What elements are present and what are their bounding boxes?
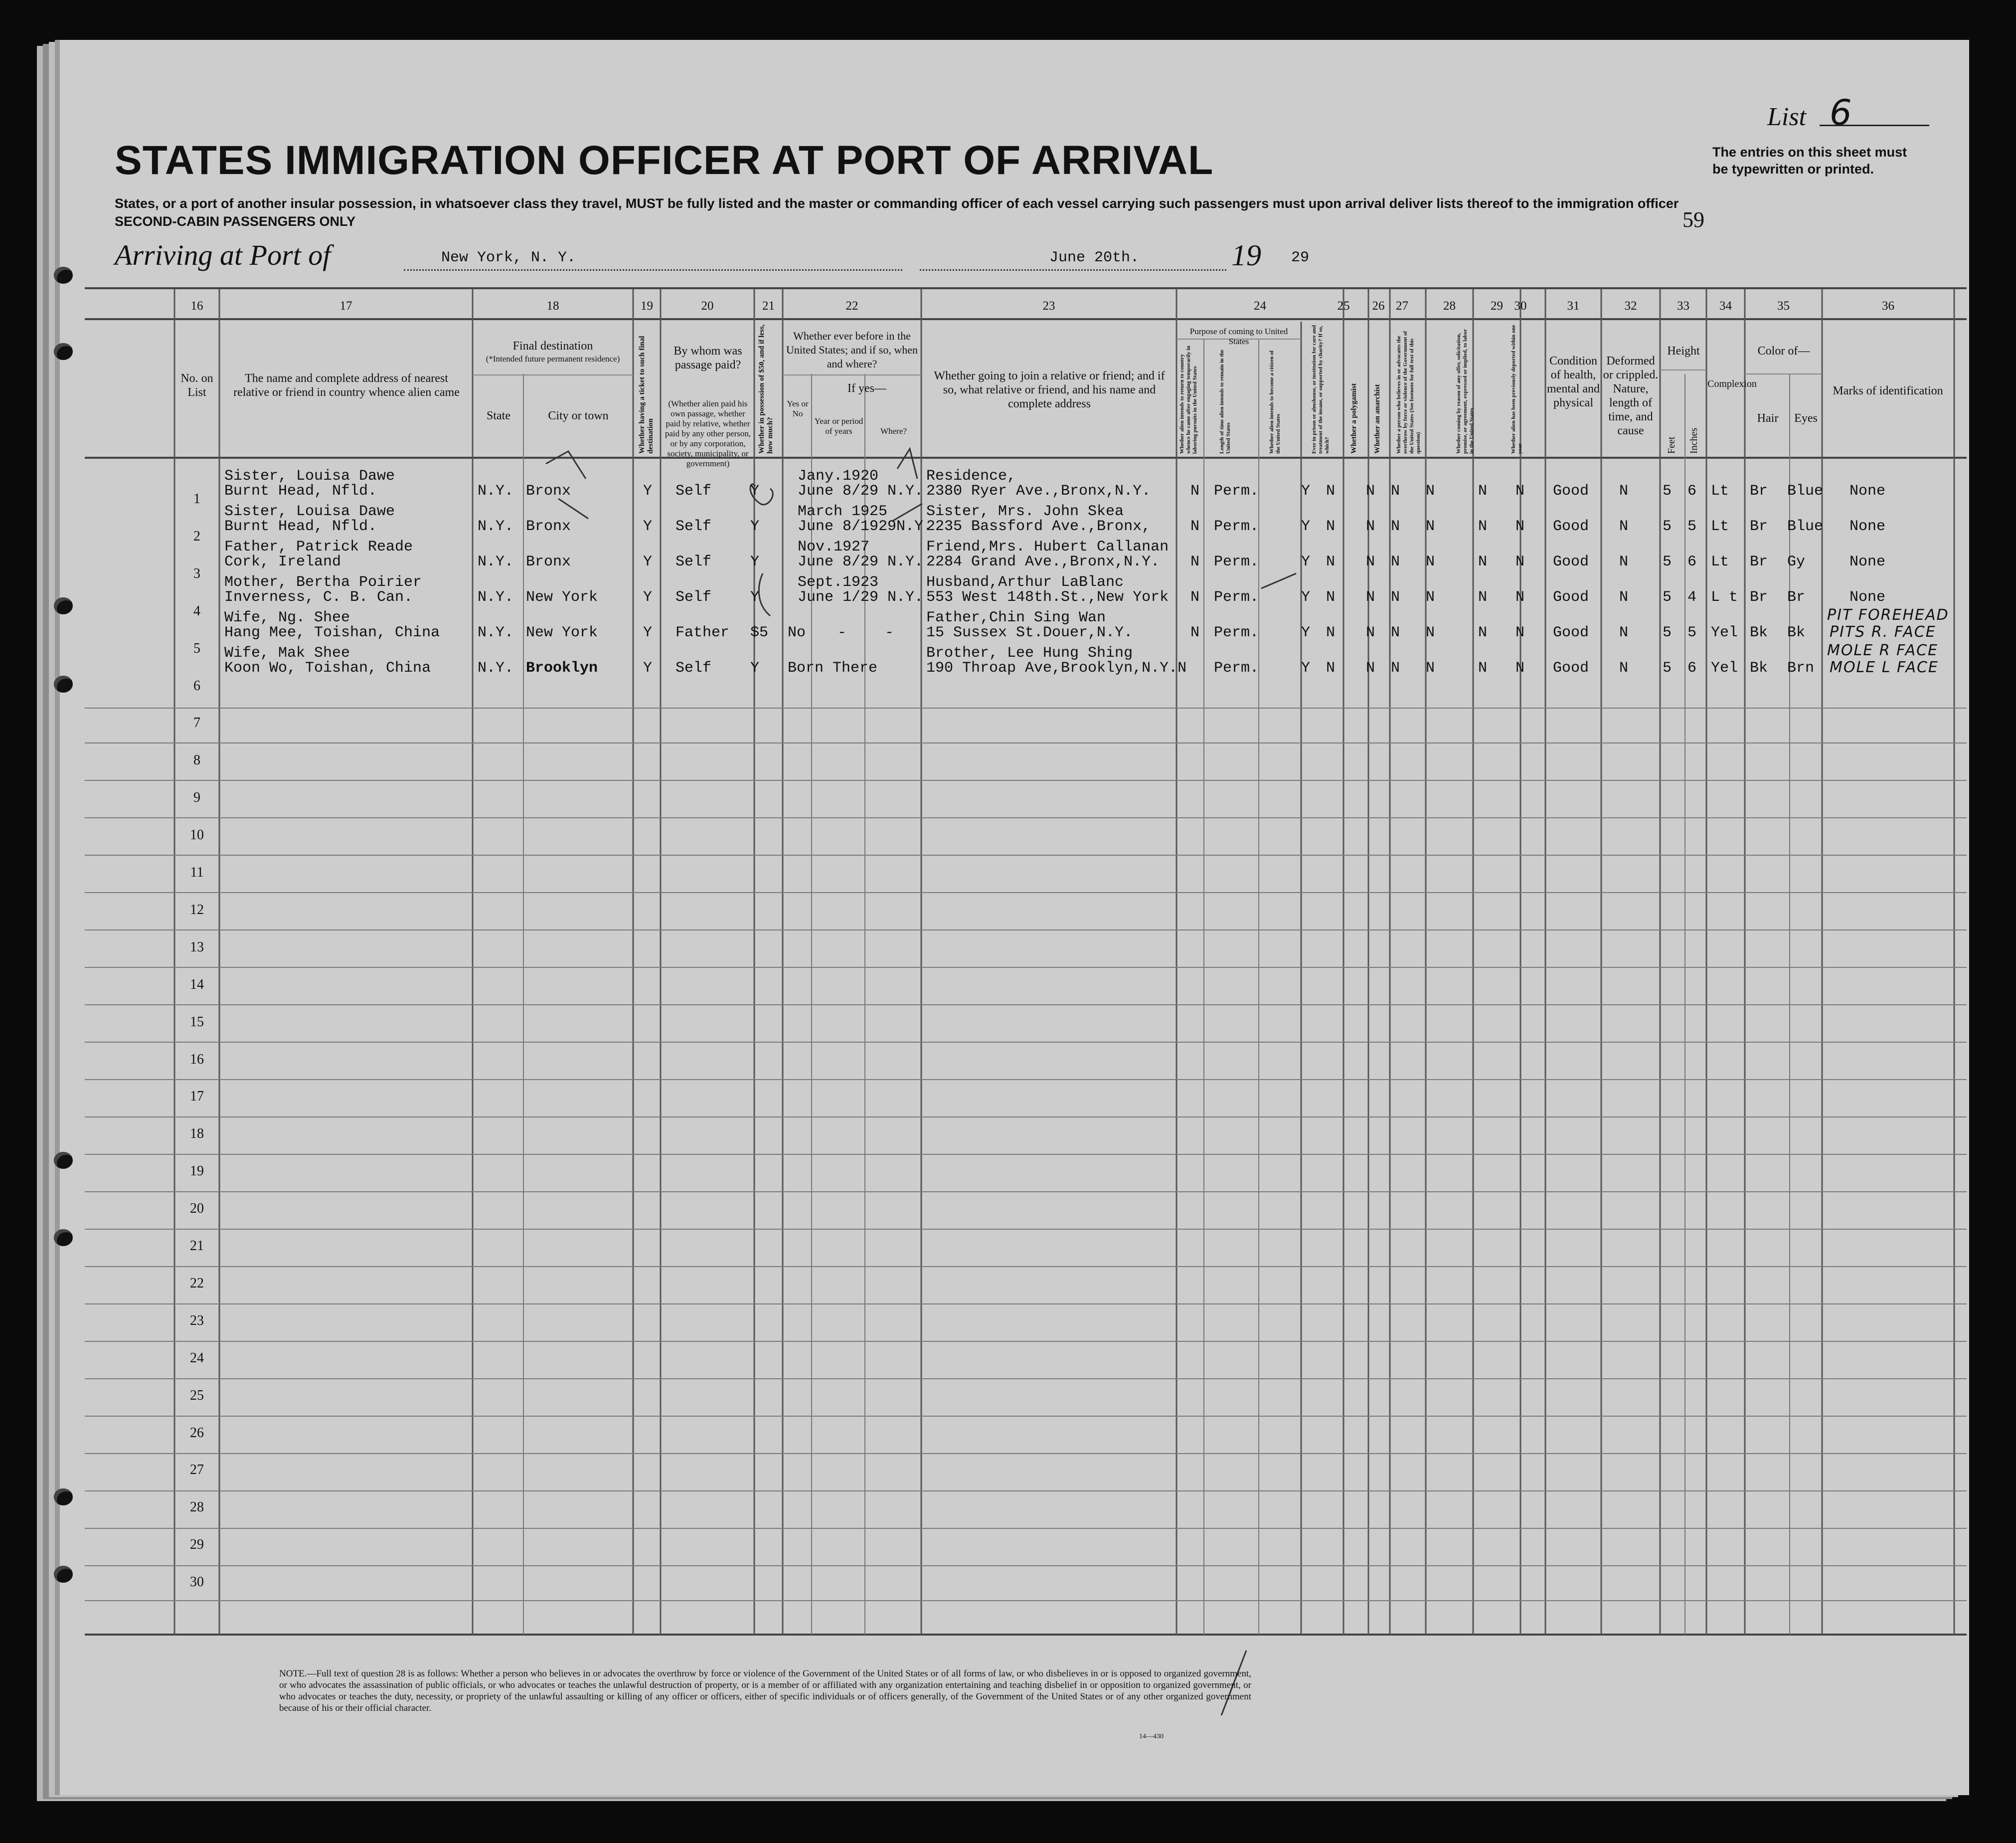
- identification-marks: None: [1849, 589, 1886, 606]
- polygamist-value: N: [1366, 660, 1375, 677]
- row-number: 21: [190, 1238, 204, 1254]
- prison-value: N: [1326, 553, 1336, 570]
- col-number: 26: [1372, 299, 1385, 313]
- complexion-value: Lt: [1711, 553, 1729, 570]
- col-sub-feet: Feet: [1666, 436, 1677, 454]
- row-number: 28: [190, 1499, 204, 1515]
- destination-state: N.Y.: [478, 624, 514, 641]
- col-sub-city: City or town: [548, 409, 609, 422]
- identification-mark: MOLE R FACE: [1827, 642, 1939, 659]
- ticket-value: Y: [643, 624, 653, 641]
- before-period-where: June 1/29 N.Y.: [798, 589, 924, 606]
- relative-address: Cork, Ireland: [224, 553, 341, 570]
- col-number: 30: [1514, 299, 1527, 313]
- length-of-stay: Perm.: [1214, 553, 1259, 570]
- col-number: 29: [1491, 299, 1503, 313]
- footnote: NOTE.—Full text of question 28 is as follows: Whether a person who believes in or advocates the overthrow by force or violence of the Government of the United States or of all forms of law, or who disbelieves in or is opposed to organized government, or who advocates the assassination of public officials, or who advocates or teaches the unlawful destruction of property, or is a member of or affiliated with any organization entertaining and teaching disbelief in or opposition to organized government, or who advocates or teaches the duty, necessity, or propriety of the unlawful assaulting or killing of any officer or officers, either of specific individuals or of officers generally, of the Government of the United States or of any other organized government because of his or their official character.: [279, 1668, 1251, 1713]
- col-header-polygamist: Whether a polygamist: [1350, 383, 1358, 454]
- eye-color: Br: [1787, 589, 1806, 606]
- year-suffix: 29: [1291, 249, 1310, 266]
- col-header-marks: Marks of identification: [1833, 384, 1943, 397]
- col-number: 21: [762, 299, 775, 313]
- relative-name: Sister, Louisa Dawe: [224, 468, 395, 485]
- prison-value: N: [1326, 518, 1336, 535]
- identification-mark: PITS R. FACE: [1830, 623, 1936, 641]
- height-inches: 6: [1687, 660, 1697, 677]
- joining-relative: Father,Chin Sing Wan: [926, 609, 1106, 626]
- destination-city: New York: [526, 589, 598, 606]
- paid-by-value: Self: [675, 483, 712, 500]
- row-number: 16: [190, 1051, 204, 1067]
- before-period: -: [838, 624, 847, 641]
- eye-color: Blue: [1787, 483, 1824, 500]
- col-sub-state: State: [487, 409, 510, 422]
- col-header-prison: Ever in prison or almshouse, or institution for care and treatment of the insane, or supported by charity? If so, which?: [1311, 325, 1330, 454]
- ticket-value: Y: [643, 518, 653, 535]
- height-inches: 4: [1687, 589, 1697, 606]
- height-inches: 5: [1687, 624, 1697, 641]
- identification-marks: None: [1849, 483, 1886, 500]
- deported-value: N: [1515, 518, 1525, 535]
- deported-value: N: [1515, 624, 1525, 641]
- money-value: Y: [750, 553, 760, 570]
- destination-state: N.Y.: [478, 589, 514, 606]
- col-header-before: Whether ever before in the United States; and if so, when and where?: [786, 330, 918, 370]
- height-inches: 6: [1687, 553, 1697, 570]
- joining-address: 15 Sussex St.Douer,N.Y.: [926, 624, 1133, 641]
- year-prefix: 19: [1231, 239, 1261, 272]
- length-of-stay: Perm.: [1214, 483, 1259, 500]
- offer-value: N: [1478, 553, 1488, 570]
- deformed-value: N: [1619, 624, 1629, 641]
- hair-color: Br: [1750, 589, 1768, 606]
- relative-address: Burnt Head, Nfld.: [224, 518, 377, 535]
- col-header-purpose: Purpose of coming to United States: [1189, 327, 1288, 346]
- relative-name: Wife, Ng. Shee: [224, 609, 350, 626]
- height-feet: 5: [1663, 518, 1672, 535]
- citizen-value: Y: [1301, 483, 1311, 500]
- before-yes-value: No: [788, 624, 806, 641]
- row-number: 7: [193, 715, 200, 731]
- height-feet: 5: [1663, 483, 1672, 500]
- row-number: 20: [190, 1201, 204, 1217]
- col-sub-yes-no: Yes or No: [787, 399, 809, 418]
- citizen-value: Y: [1301, 624, 1311, 641]
- paid-by-value: Self: [675, 660, 712, 677]
- eye-color: Blue: [1787, 518, 1824, 535]
- identification-marks: None: [1849, 553, 1886, 570]
- citizen-value: Y: [1301, 660, 1311, 677]
- relative-name: Wife, Mak Shee: [224, 645, 350, 662]
- joining-relative: Friend,Mrs. Hubert Callanan: [926, 539, 1169, 555]
- identification-mark: PIT FOREHEAD: [1827, 606, 1949, 624]
- col-header-relative: The name and complete address of nearest relative or friend in country whence alien came: [233, 372, 460, 399]
- col-header-money: Whether in possession of $50, and if less, how much?: [758, 324, 774, 454]
- health-value: Good: [1553, 553, 1589, 570]
- complexion-value: Lt: [1711, 518, 1729, 535]
- joining-address: 2284 Grand Ave.,Bronx,N.Y.: [926, 553, 1160, 570]
- col-header-no: No. on List: [180, 372, 213, 399]
- before-period: March 1925: [798, 503, 888, 520]
- col-number: 27: [1396, 299, 1408, 313]
- citizen-value: Y: [1301, 553, 1311, 570]
- paid-by-value: Self: [675, 589, 712, 606]
- page-title: STATES IMMIGRATION OFFICER AT PORT OF ARRIVAL: [115, 138, 1214, 183]
- destination-state: N.Y.: [478, 553, 514, 570]
- col-note-destination: (*Intended future permanent residence): [486, 354, 620, 364]
- col-number: 16: [190, 299, 203, 313]
- length-of-stay: Perm.: [1214, 589, 1259, 606]
- length-of-stay: Perm.: [1214, 660, 1259, 677]
- col-number: 32: [1624, 299, 1637, 313]
- instruction-line: The entries on this sheet must: [1712, 145, 1907, 160]
- col-sub-length: Length of time alien intends to remain in the United States: [1219, 350, 1231, 454]
- row-number: 15: [190, 1014, 204, 1030]
- destination-state: N.Y.: [478, 483, 514, 500]
- anarchist-value: N: [1391, 589, 1400, 606]
- row-number: 4: [193, 603, 200, 619]
- return-value: N: [1190, 518, 1200, 535]
- relative-name: Sister, Louisa Dawe: [224, 503, 395, 520]
- instruction-line: be typewritten or printed.: [1712, 162, 1874, 177]
- col-header-joining: Whether going to join a relative or friend; and if so, what relative or friend, and his name and complete address: [934, 369, 1165, 410]
- polygamist-value: N: [1366, 624, 1375, 641]
- row-number: 9: [193, 790, 200, 806]
- form-number: 14—430: [1139, 1733, 1164, 1740]
- hair-color: Bk: [1750, 624, 1768, 641]
- citizen-value: Y: [1301, 589, 1311, 606]
- health-value: Good: [1553, 589, 1589, 606]
- joining-address: 553 West 148th.St.,New York: [926, 589, 1169, 606]
- hair-color: Br: [1750, 518, 1768, 535]
- row-number: 17: [190, 1089, 204, 1105]
- col-number: 23: [1042, 299, 1055, 313]
- overthrow-value: N: [1426, 483, 1435, 500]
- row-number: 2: [193, 528, 200, 544]
- joining-relative: Sister, Mrs. John Skea: [926, 503, 1124, 520]
- col-sub-if-yes: If yes—: [847, 382, 886, 395]
- destination-city: Bronx: [526, 518, 571, 535]
- col-number: 18: [546, 299, 559, 313]
- money-value: Y: [750, 660, 760, 677]
- deported-value: N: [1515, 660, 1525, 677]
- port-field: New York, N. Y.: [441, 249, 576, 266]
- before-period-where: June 8/1929N.Y.: [798, 518, 933, 535]
- deformed-value: N: [1619, 589, 1629, 606]
- list-label: List: [1767, 103, 1807, 131]
- overthrow-value: N: [1426, 624, 1435, 641]
- anarchist-value: N: [1391, 624, 1400, 641]
- paid-by-value: Self: [675, 553, 712, 570]
- health-value: Good: [1553, 660, 1589, 677]
- joining-relative: Residence,: [926, 468, 1016, 485]
- row-number: 19: [190, 1163, 204, 1179]
- polygamist-value: N: [1366, 518, 1375, 535]
- deported-value: N: [1515, 553, 1525, 570]
- joining-address: 190 Throap Ave,Brooklyn,N.Y.N: [926, 660, 1187, 677]
- joining-address: 2235 Bassford Ave.,Bronx,: [926, 518, 1151, 535]
- col-number: 28: [1443, 299, 1456, 313]
- anarchist-value: N: [1391, 483, 1400, 500]
- health-value: Good: [1553, 624, 1589, 641]
- destination-state: N.Y.: [478, 518, 514, 535]
- paid-by-value: Self: [675, 518, 712, 535]
- col-header-color: Color of—: [1757, 345, 1810, 358]
- col-header-complexion: Complexion: [1707, 378, 1757, 389]
- deformed-value: N: [1619, 660, 1629, 677]
- relative-name: Father, Patrick Reade: [224, 539, 413, 555]
- height-feet: 5: [1663, 660, 1672, 677]
- before-period: Nov.1927: [798, 539, 870, 555]
- offer-value: N: [1478, 589, 1488, 606]
- overthrow-value: N: [1426, 553, 1435, 570]
- col-number: 33: [1677, 299, 1689, 313]
- col-sub-hair: Hair: [1757, 412, 1779, 425]
- row-number: 5: [193, 640, 200, 656]
- before-yes-value: Born There: [788, 660, 878, 677]
- citizen-value: Y: [1301, 518, 1311, 535]
- health-value: Good: [1553, 483, 1589, 500]
- row-number: 25: [190, 1387, 204, 1403]
- row-number: 13: [190, 939, 204, 955]
- before-period: Sept.1923: [798, 574, 879, 591]
- offer-value: N: [1478, 624, 1488, 641]
- polygamist-value: N: [1366, 553, 1375, 570]
- row-number: 3: [193, 565, 200, 581]
- polygamist-value: N: [1366, 483, 1375, 500]
- hair-color: Br: [1750, 483, 1768, 500]
- overthrow-value: N: [1426, 589, 1435, 606]
- destination-city: Bronx: [526, 553, 571, 570]
- anarchist-value: N: [1391, 553, 1400, 570]
- money-value: Y: [750, 589, 760, 606]
- deported-value: N: [1515, 483, 1525, 500]
- destination-city: Brooklyn: [526, 660, 598, 677]
- deformed-value: N: [1619, 483, 1629, 500]
- row-number: 8: [193, 752, 200, 768]
- col-header-deformed: Deformed or crippled. Nature, length of time, and cause: [1603, 355, 1659, 437]
- row-number: 14: [190, 976, 204, 992]
- hair-color: Br: [1750, 553, 1768, 570]
- col-sub-inches: Inches: [1688, 427, 1699, 454]
- row-number: 27: [190, 1462, 204, 1478]
- relative-address: Burnt Head, Nfld.: [224, 483, 377, 500]
- before-period-where: June 8/29 N.Y.: [798, 483, 924, 500]
- ticket-value: Y: [643, 483, 653, 500]
- ticket-value: Y: [643, 553, 653, 570]
- length-of-stay: Perm.: [1214, 518, 1259, 535]
- list-number: 6: [1830, 92, 1852, 133]
- height-feet: 5: [1663, 624, 1672, 641]
- col-sub-eyes: Eyes: [1794, 412, 1818, 425]
- prison-value: N: [1326, 624, 1336, 641]
- row-number: 11: [190, 865, 204, 880]
- health-value: Good: [1553, 518, 1589, 535]
- row-number: 22: [190, 1275, 204, 1291]
- joining-address: 2380 Ryer Ave.,Bronx,N.Y.: [926, 483, 1151, 500]
- row-number: 1: [193, 491, 200, 507]
- anarchist-value: N: [1391, 660, 1400, 677]
- deported-value: N: [1515, 589, 1525, 606]
- deformed-value: N: [1619, 518, 1629, 535]
- row-number: 26: [190, 1425, 204, 1441]
- col-number: 19: [641, 299, 653, 313]
- height-inches: 5: [1687, 518, 1697, 535]
- destination-city: New York: [526, 624, 598, 641]
- eye-color: Bk: [1787, 624, 1806, 641]
- prison-value: N: [1326, 483, 1336, 500]
- page-number: 59: [1682, 207, 1704, 232]
- identification-mark: MOLE L FACE: [1830, 659, 1939, 676]
- col-number: 24: [1254, 299, 1266, 313]
- col-header-anarchist: Whether an anarchist: [1373, 384, 1381, 454]
- row-number: 10: [190, 827, 204, 843]
- col-number: 20: [701, 299, 714, 313]
- return-value: N: [1190, 483, 1200, 500]
- col-number: 31: [1567, 299, 1580, 313]
- complexion-value: Yel: [1711, 624, 1738, 641]
- row-number: 23: [190, 1312, 204, 1328]
- col-header-paid-by: By whom was passage paid?: [673, 345, 742, 371]
- complexion-value: Lt: [1711, 483, 1729, 500]
- money-value: Y: [750, 518, 760, 535]
- ticket-value: Y: [643, 589, 653, 606]
- row-number: 30: [190, 1574, 204, 1590]
- polygamist-value: N: [1366, 589, 1375, 606]
- col-header-offer: Whether coming by reason of any offer, solicitation, promise, or agreement, expressed or implied, to labor in the United States: [1456, 329, 1475, 454]
- offer-value: N: [1478, 518, 1488, 535]
- before-where: -: [885, 624, 894, 641]
- description-line: States, or a port of another insular possession, in whatsoever class they travel, MUST be fully listed and the master or commanding officer of each vessel carrying such passengers must upon arrival deliver lists thereof to the immigration officer: [115, 196, 1679, 211]
- col-header-destination: Final destination: [512, 340, 593, 353]
- height-feet: 5: [1663, 553, 1672, 570]
- complexion-value: Yel: [1711, 660, 1738, 677]
- return-value: N: [1190, 624, 1200, 641]
- eye-color: Gy: [1787, 553, 1806, 570]
- height-feet: 5: [1663, 589, 1672, 606]
- class-line: SECOND-CABIN PASSENGERS ONLY: [115, 214, 356, 229]
- overthrow-value: N: [1426, 660, 1435, 677]
- relative-address: Koon Wo, Toishan, China: [224, 660, 431, 677]
- col-header-height: Height: [1667, 345, 1700, 358]
- col-number: 36: [1882, 299, 1894, 313]
- overthrow-value: N: [1426, 518, 1435, 535]
- col-header-ticket: Whether having a ticket to such final destination: [638, 336, 655, 454]
- col-number: 34: [1719, 299, 1732, 313]
- money-value: $5: [750, 624, 769, 641]
- prison-value: N: [1326, 660, 1336, 677]
- prison-value: N: [1326, 589, 1336, 606]
- deformed-value: N: [1619, 553, 1629, 570]
- row-number: 6: [193, 678, 200, 694]
- offer-value: N: [1478, 660, 1488, 677]
- col-sub-where: Where?: [880, 426, 907, 436]
- row-number: 24: [190, 1350, 204, 1366]
- ticket-value: Y: [643, 660, 653, 677]
- relative-name: Mother, Bertha Poirier: [224, 574, 422, 591]
- col-header-health: Condition of health, mental and physical: [1547, 355, 1600, 409]
- col-note-paid-by: (Whether alien paid his own passage, whether paid by relative, whether paid by any other person, or by any corporation, society, municipality, or government): [665, 399, 751, 468]
- before-period-where: June 8/29 N.Y.: [798, 553, 924, 570]
- destination-city: Bronx: [526, 483, 571, 500]
- arriving-label: Arriving at Port of: [115, 239, 331, 271]
- anarchist-value: N: [1391, 518, 1400, 535]
- row-number: 12: [190, 902, 204, 918]
- relative-address: Hang Mee, Toishan, China: [224, 624, 440, 641]
- row-number: 18: [190, 1126, 204, 1142]
- return-value: N: [1190, 589, 1200, 606]
- destination-state: N.Y.: [478, 660, 514, 677]
- money-value: Y: [750, 483, 760, 500]
- paid-by-value: Father: [675, 624, 730, 641]
- col-header-overthrow: Whether a person who believes in or advocates the overthrow by force or violence of the Government of the United States (See footnote for full text of this question): [1396, 331, 1421, 454]
- row-number: 29: [190, 1537, 204, 1553]
- complexion-value: L t: [1711, 589, 1738, 606]
- height-inches: 6: [1687, 483, 1697, 500]
- col-number: 22: [845, 299, 858, 313]
- joining-relative: Brother, Lee Hung Shing: [926, 645, 1133, 662]
- hair-color: Bk: [1750, 660, 1768, 677]
- before-period: Jany.1920: [798, 468, 879, 485]
- col-header-deported: Whether alien has been previously deported within one year: [1511, 325, 1523, 454]
- length-of-stay: Perm.: [1214, 624, 1259, 641]
- col-sub-citizen: Whether alien intends to become a citizen of the United States: [1269, 350, 1281, 454]
- identification-marks: None: [1849, 518, 1886, 535]
- eye-color: Brn: [1787, 660, 1815, 677]
- offer-value: N: [1478, 483, 1488, 500]
- col-number: 35: [1777, 299, 1790, 313]
- return-value: N: [1190, 553, 1200, 570]
- date-field: June 20th.: [1049, 249, 1140, 266]
- col-sub-years: Year or period of years: [814, 416, 863, 436]
- col-number: 17: [339, 299, 352, 313]
- col-number: 25: [1337, 299, 1350, 313]
- col-sub-return: Whether alien intends to return to country whence he came after engaging temporarily in laboring pursuits in the United States: [1179, 346, 1198, 454]
- joining-relative: Husband,Arthur LaBlanc: [926, 574, 1124, 591]
- relative-address: Inverness, C. B. Can.: [224, 589, 413, 606]
